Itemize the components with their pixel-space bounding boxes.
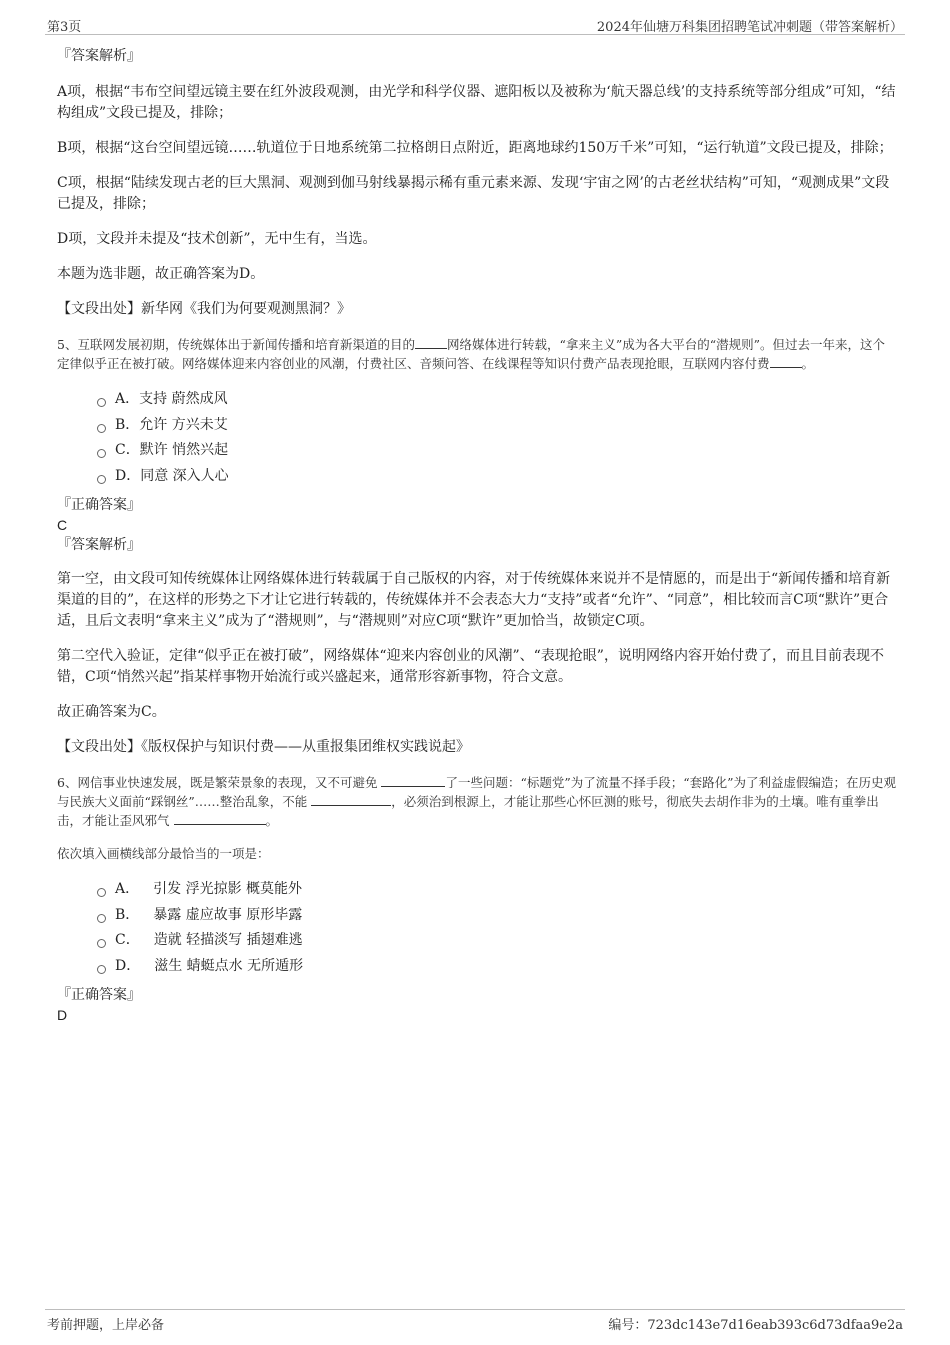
- question-6-options: [97, 877, 897, 979]
- analysis-blank-2: 第二空代入验证，定律“似乎正在被打破”，网络媒体“迎来内容创业的风潮”、“表现抢眼”，说明网络内容开始付费了，而且目前表现不错，C项“悄然兴起”指某样事物开始流行或兴盛起来，通常形容新事物，符合文意。: [57, 648, 884, 685]
- question-6: [57, 773, 897, 1025]
- radio-icon[interactable]: [97, 888, 106, 897]
- option-a[interactable]: A． 引发 浮光掠影 概莫能外: [97, 877, 897, 903]
- question-6-prompt: 依次填入画横线部分最恰当的一项是：: [57, 846, 270, 861]
- option-b[interactable]: B． 允许 方兴未艾: [97, 413, 897, 439]
- analysis-conclusion: 本题为选非题，故正确答案为D。: [57, 266, 265, 282]
- correct-answer-tag: 『正确答案』: [57, 987, 141, 1003]
- fill-blank: [174, 812, 266, 825]
- page-number: 第3页: [47, 20, 82, 35]
- radio-icon[interactable]: [97, 939, 106, 948]
- text-source: 【文段出处】《版权保护与知识付费——从重报集团维权实践说起》: [57, 739, 470, 755]
- analysis-tag: 『答案解析』: [57, 537, 141, 553]
- fill-blank: [415, 336, 447, 349]
- document-title: 2024年仙塘万科集团招聘笔试冲刺题（带答案解析）: [596, 20, 903, 35]
- analysis-option-b: B项，根据“这台空间望远镜……轨道位于日地系统第二拉格朗日点附近，距离地球约150万千米”可知，“运行轨道”文段已提及，排除；: [57, 140, 893, 156]
- correct-answer: D: [57, 1007, 68, 1023]
- text-source: 【文段出处】新华网《我们为何要观测黑洞？》: [57, 301, 351, 317]
- analysis-option-d: D项，文段并未提及“技术创新”，无中生有，当选。: [57, 231, 377, 247]
- option-d[interactable]: D． 同意 深入人心: [97, 464, 897, 490]
- question-5-stem: 5、互联网发展初期，传统媒体出于新闻传播和培育新渠道的目的 网络媒体进行转载，“拿来主义”成为各大平台的“潜规则”。但过去一年来，这个定律似乎正在被打破。网络媒体迎来内容创业的风潮，付费社区、音频问答、在线课程等知识付费产品表现抢眼，互联网内容付费 。: [57, 337, 886, 371]
- page-footer: [45, 1309, 905, 1334]
- question-6-stem: 6、网信事业快速发展，既是繁荣景象的表现，又不可避免 了一些问题：“标题党”为了流量不择手段；“套路化”为了利益虚假编造；在历史观与民族大义面前“踩钢丝”……整治乱象，不能 ，必须治到根源上，才能让那些心怀叵测的账号，彻底失去胡作非为的土壤。唯有重拳出击，才能让歪风邪气 。: [57, 775, 897, 828]
- option-a[interactable]: A． 支持 蔚然成风: [97, 387, 897, 413]
- fill-blank: [381, 774, 445, 787]
- question-5: [57, 335, 897, 757]
- radio-icon[interactable]: [97, 914, 106, 923]
- document-serial: 编号：723dc143e7d16eab393c6d73dfaa9e2a: [608, 1318, 903, 1333]
- option-d[interactable]: D． 滋生 蜻蜓点水 无所遁形: [97, 954, 897, 980]
- question-5-options: [97, 387, 897, 489]
- analysis-option-c: C项，根据“陆续发现古老的巨大黑洞、观测到伽马射线暴揭示稀有重元素来源、发现‘宇宙之网’的古老丝状结构”可知，“观测成果”文段已提及，排除；: [57, 175, 890, 212]
- analysis-option-a: A项，根据“韦布空间望远镜主要在红外波段观测，由光学和科学仪器、遮阳板以及被称为‘航天器总线’的支持系统等部分组成”可知，“结构组成”文段已提及，排除；: [57, 84, 896, 121]
- correct-answer-tag: 『正确答案』: [57, 497, 141, 513]
- radio-icon[interactable]: [97, 424, 106, 433]
- page-header: [45, 14, 905, 35]
- correct-answer: C: [57, 517, 68, 533]
- option-c[interactable]: C． 造就 轻描淡写 插翅难逃: [97, 928, 897, 954]
- footer-slogan: 考前押题，上岸必备: [47, 1318, 165, 1333]
- fill-blank: [311, 793, 391, 806]
- previous-question-analysis: [57, 46, 897, 319]
- analysis-blank-1: 第一空，由文段可知传统媒体让网络媒体进行转载属于自己版权的内容，对于传统媒体来说并不是情愿的，而是出于“新闻传播和培育新渠道的目的”，在这样的形势之下才让它进行转载的，传统媒体并不会表态大力“支持”或者“允许”、“同意”，相比较而言C项“默许”更合适，且后文表明“拿来主义”成为了“潜规则”，与“潜规则”对应C项“默许”更加恰当，故锁定C项。: [57, 571, 891, 629]
- radio-icon[interactable]: [97, 449, 106, 458]
- analysis-conclusion: 故正确答案为C。: [57, 704, 166, 720]
- fill-blank: [770, 355, 802, 368]
- radio-icon[interactable]: [97, 965, 106, 974]
- radio-icon[interactable]: [97, 475, 106, 484]
- radio-icon[interactable]: [97, 398, 106, 407]
- option-c[interactable]: C． 默许 悄然兴起: [97, 438, 897, 464]
- page-content: [57, 46, 897, 1025]
- option-b[interactable]: B． 暴露 虚应故事 原形毕露: [97, 903, 897, 929]
- analysis-tag: 『答案解析』: [57, 48, 141, 64]
